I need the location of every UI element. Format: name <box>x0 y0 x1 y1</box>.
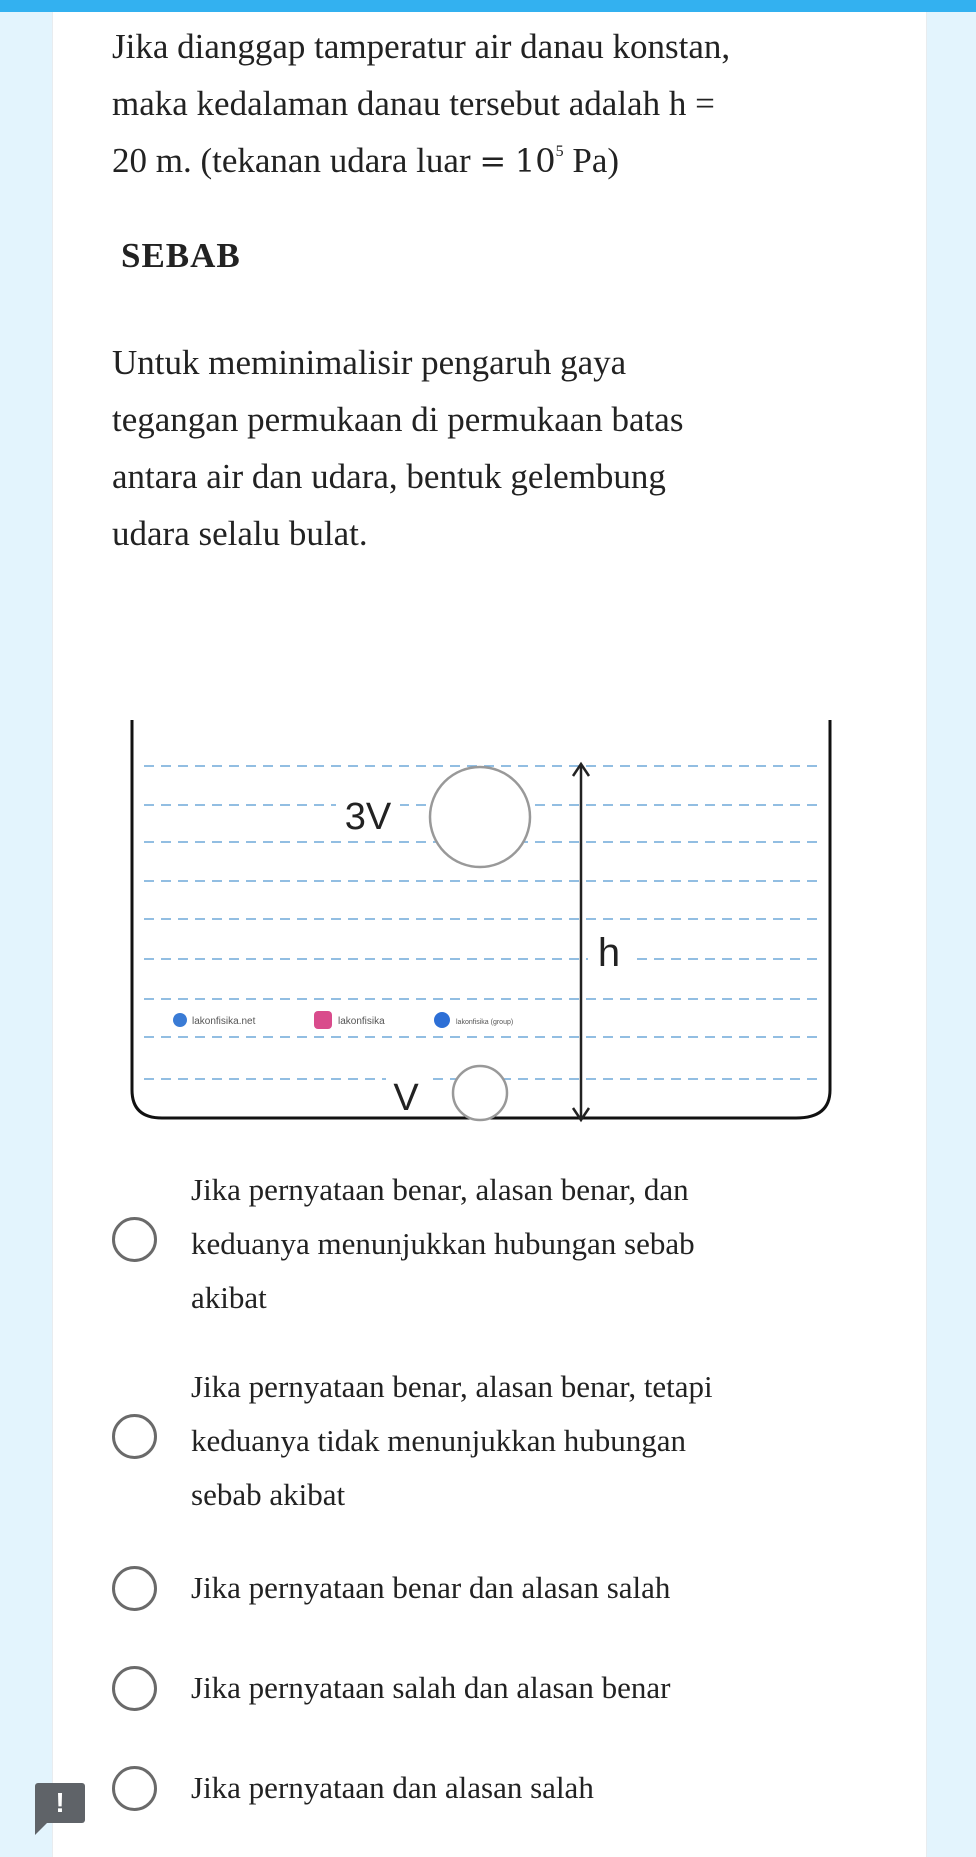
reason-line: tegangan permukaan di permukaan batas <box>112 400 684 439</box>
label-v: V <box>393 1077 419 1119</box>
pressure-exponent: 5 <box>555 143 564 160</box>
watermark-instagram: lakonfisika <box>338 1016 385 1027</box>
sebab-label: SEBAB <box>121 236 241 275</box>
top-accent-bar <box>0 0 976 12</box>
reason-line: antara air dan udara, bentuk gelembung <box>112 457 666 496</box>
pressure-base: 10 <box>514 142 556 180</box>
option-radio-4[interactable] <box>112 1666 157 1711</box>
watermark <box>173 1011 513 1029</box>
facebook-icon <box>434 1012 450 1028</box>
bubble-small <box>453 1066 507 1120</box>
option-radio-1[interactable] <box>112 1217 157 1262</box>
option-radio-2[interactable] <box>112 1414 157 1459</box>
statement-line: Jika dianggap tamperatur air danau konstan, <box>112 27 731 66</box>
reason-line: Untuk meminimalisir pengaruh gaya <box>112 343 627 382</box>
option-label-1[interactable]: Jika pernyataan benar, alasan benar, dan keduanya menunjukkan hubungan sebab akibat <box>191 1172 695 1315</box>
statement-line: 20 m. (tekanan udara luar = $10^5$ Pa) <box>112 141 620 180</box>
option-radio-3[interactable] <box>112 1566 157 1611</box>
question-reason <box>112 334 812 562</box>
statement-line: maka kedalaman danau tersebut adalah h = <box>112 84 715 123</box>
label-h: h <box>597 931 621 975</box>
watermark-site: lakonfisika.net <box>192 1016 256 1027</box>
feedback-button[interactable]: ! <box>35 1783 85 1823</box>
option-label-5[interactable]: Jika pernyataan dan alasan salah <box>191 1770 594 1805</box>
reason-line: udara selalu bulat. <box>112 514 368 553</box>
option-radio-5[interactable] <box>112 1766 157 1811</box>
pressure-unit: Pa) <box>572 141 620 180</box>
lake-bubble-diagram <box>124 718 834 1128</box>
watermark-facebook: lakonfisika (group) <box>456 1019 514 1026</box>
equals-sign: = <box>479 142 507 180</box>
option-label-2[interactable]: Jika pernyataan benar, alasan benar, tetapi keduanya tidak menunjukkan hubungan sebab akibat <box>191 1369 713 1512</box>
question-statement <box>112 18 812 196</box>
bubble-large <box>430 767 530 867</box>
globe-icon <box>173 1013 187 1027</box>
instagram-icon <box>314 1011 332 1029</box>
option-label-4[interactable]: Jika pernyataan salah dan alasan benar <box>191 1670 671 1705</box>
option-label-3[interactable]: Jika pernyataan benar dan alasan salah <box>191 1570 671 1605</box>
label-3v: 3V <box>344 796 392 838</box>
